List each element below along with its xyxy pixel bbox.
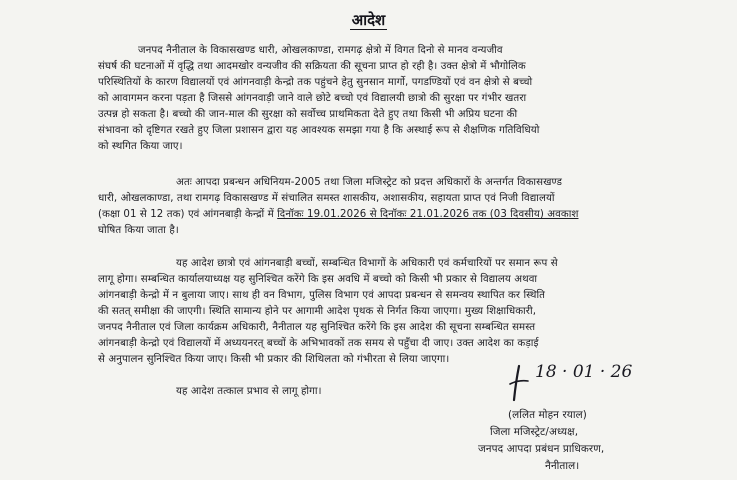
paragraph-line: संघर्ष की घटनाओं में वृद्धि तथा आदमखोर वन्यजीव की सक्रियता की सूचना प्राप्त हो रही है। उक्त क्षेत्रो में भौगोलिक — [98, 61, 526, 72]
paragraph-line: से अनुपालन सुनिश्चित किया जाए। किसी भी प्रकार की शिथिलता को गंभीरता से लिया जाएगा। — [98, 354, 450, 365]
paragraph-line: को स्थगित किया जाए। — [98, 141, 183, 152]
signatory-authority: जनपद आपदा प्रबंधन प्राधिकरण, — [478, 443, 605, 455]
paragraph-line: जनपद नैनीताल एवं जिला कार्यक्रम अधिकारी, नैनीताल यह सुनिश्चित करेंगे कि इस आदेश की सूचना सम्बन्धित समस्त — [98, 322, 536, 333]
paragraph-line: यह आदेश तत्काल प्रभाव से लागू होगा। — [176, 386, 322, 397]
paragraph-line: धारी, ओखलकाण्डा, तथा रामगढ़ विकासखण्ड में संचालित समस्त शासकीय, अशासकीय, सहायता प्राप्त एवं निजी विद्यालयों — [98, 193, 555, 204]
paragraph-line: लागू होगा। सम्बन्धित कार्यालयाध्यक्ष यह सुनिश्चित करेंगे कि इस अवधि में बच्चो को किसी भी प्रकार से विद्यालय अथवा — [98, 274, 538, 285]
signatory-name: (ललित मोहन रयाल) — [508, 409, 587, 421]
paragraph-line: आंगनबाड़ी केन्द्रो एवं विद्यालयों में अध्ययनरत् बच्चों के अभिभावकों तक समय से पहुँचा दी जाए। उक्त आदेश का कड़ाई — [98, 338, 539, 349]
paragraph-line: परिस्थितियों के कारण विद्यालयों एवं आंगनवाड़ी केन्द्रो तक पहुंचने हेतु सुनसान मार्गो, पगडण्डियों एवं वन क्षेत्रो से बच्चो — [98, 77, 533, 88]
holiday-dates: दिनॉकः 19.01.2026 से दिनॉकः 21.01.2026 तक (03 दिवसीय) अवकाश — [277, 209, 579, 220]
paragraph-line: आंगनबाड़ी केन्द्रो में न बुलाया जाए। साथ ही वन विभाग, पुलिस विभाग एवं आपदा प्रबन्धन से समन्वय स्थापित कर स्थिति — [98, 290, 546, 301]
paragraph-line: उत्पन्न हो सकता है। बच्चो की जान-माल की सुरक्षा को सर्वोच्च प्राथमिकता देते हुए तथा किसी भी अप्रिय घटना की — [98, 109, 518, 120]
signature-date: 18 · 01 · 26 — [535, 362, 633, 382]
paragraph-line: अतः आपदा प्रबन्धन अधिनियम-2005 तथा जिला मजिस्ट्रेट को प्रदत्त अधिकारों के अन्तर्गत विकासखण्ड — [176, 177, 563, 188]
signatory-place: नैनीताल। — [545, 460, 580, 472]
document-title: आदेश — [351, 11, 386, 29]
paragraph-line: जनपद नैनीताल के विकासखण्ड धारी, ओखलकाण्डा, रामगढ़ क्षेत्रो में विगत दिनो से मानव वन्यजीव — [138, 45, 503, 56]
paragraph-line: घोषित किया जाता है। — [98, 225, 179, 236]
signatory-designation: जिला मजिस्ट्रेट/अध्यक्ष, — [490, 426, 579, 438]
paragraph-line: (कक्षा 01 से 12 तक) एवं आंगनबाड़ी केन्द्रों में दिनॉकः 19.01.2026 से दिनॉकः 21.01.2026 तक (03 दिवसीय) अवकाश — [98, 209, 579, 220]
paragraph-line: की सतत् समीक्षा की जाएगी। स्थिति सामान्य होने पर आगामी आदेश पृथक से निर्गत किया जाएगा। मुख्य शिक्षाधिकारी, — [98, 306, 537, 317]
paragraph-line: को आवागमन करना पड़ता है जिससे आंगनवाड़ी जाने वाले छोटे बच्चो एवं विद्यालयी छात्रो की सुरक्षा पर गंभीर खतरा — [98, 93, 527, 104]
paragraph-line: संभावना को दृष्टिगत रखते हुए जिला प्रशासन द्वारा यह आवश्यक समझा गया है कि अस्थाई रूप से शैक्षणिक गतिविधियो — [98, 125, 540, 136]
paragraph-line: यह आदेश छात्रो एवं आंगनबाड़ी बच्चों, सम्बन्धित विभागों के अधिकारी एवं कर्मचारियों पर समान रूप से — [176, 258, 558, 269]
